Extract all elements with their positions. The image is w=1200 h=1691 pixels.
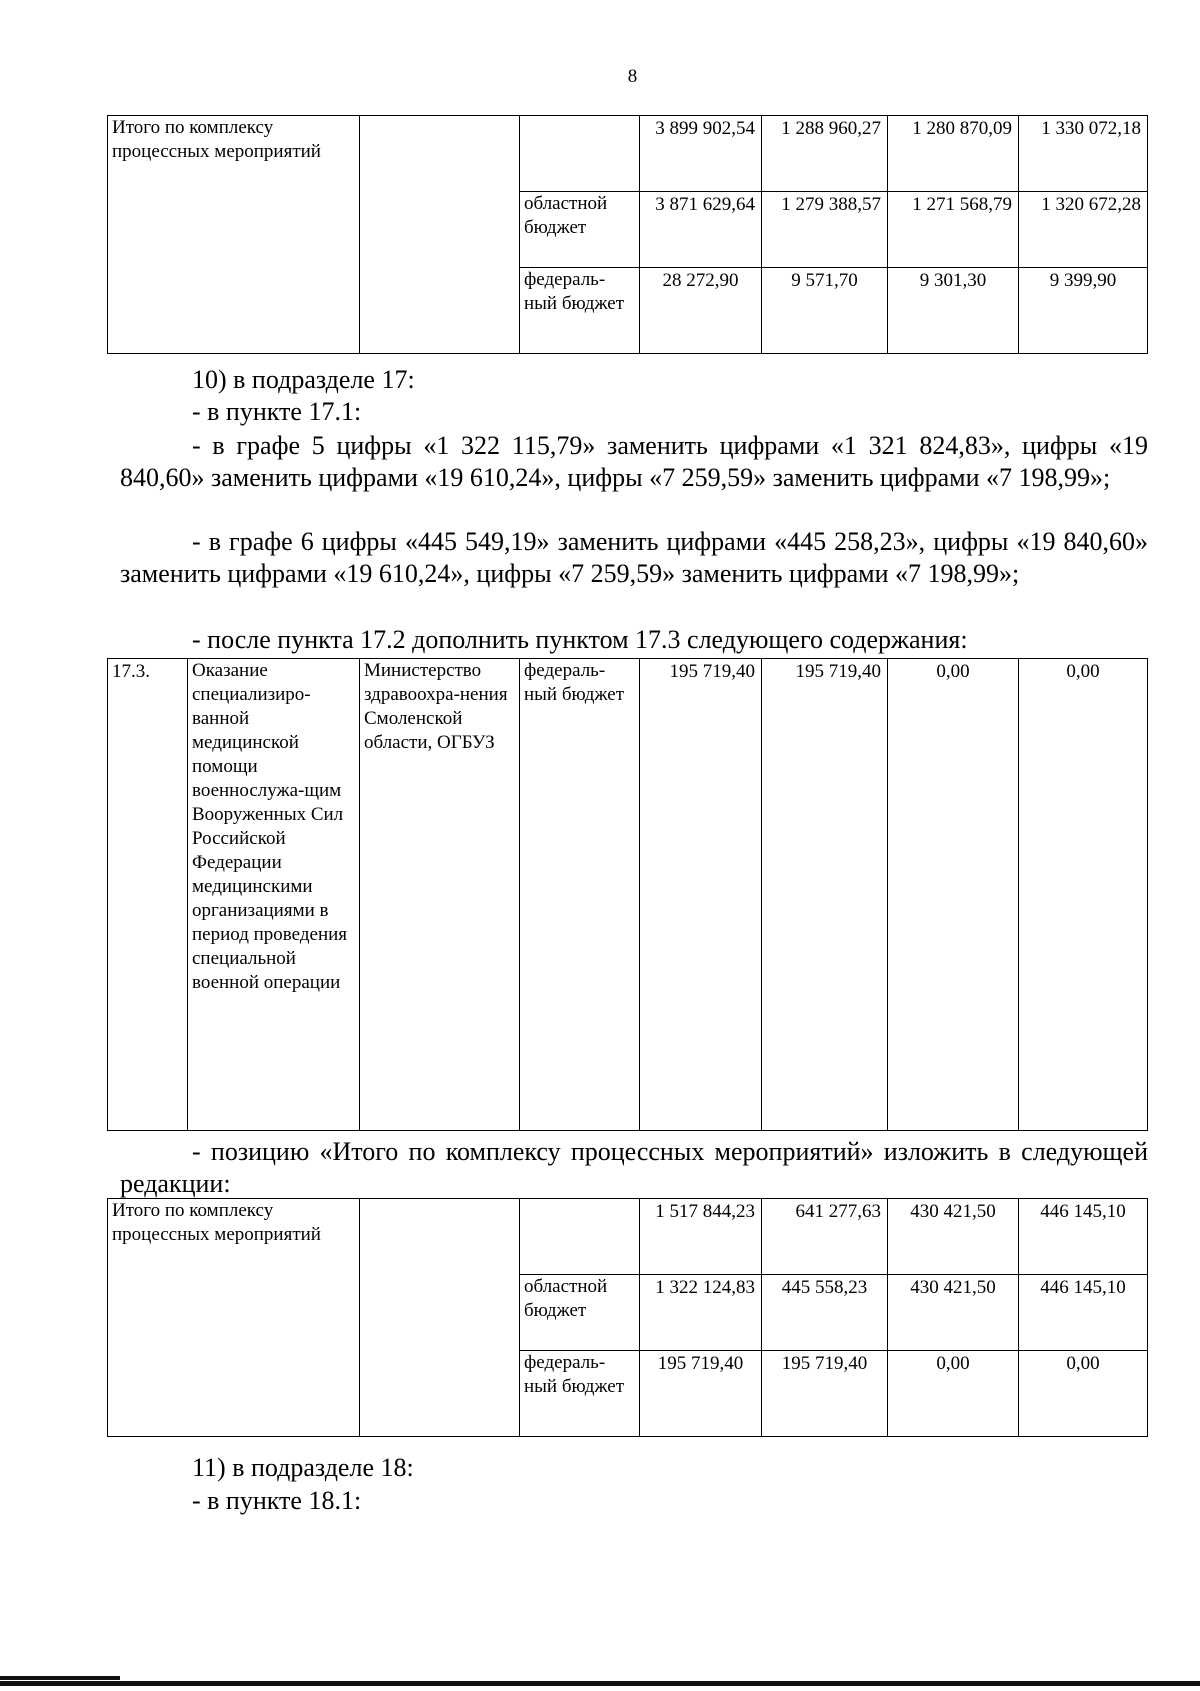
value-cell: 195 719,40 bbox=[762, 659, 888, 1131]
value-cell: 0,00 bbox=[1019, 659, 1148, 1131]
value-cell: 0,00 bbox=[1019, 1351, 1148, 1437]
paragraph-item-17-1: - в пункте 17.1: bbox=[192, 397, 362, 426]
value-cell: 9 571,70 bbox=[762, 268, 888, 354]
total-label: Итого по комплексу процессных мероприятий bbox=[108, 116, 360, 354]
source-cell bbox=[520, 116, 640, 192]
paragraph-add-17-3: - после пункта 17.2 дополнить пунктом 17.3 следующего содержания: bbox=[192, 625, 968, 654]
bottom-rule bbox=[0, 1681, 1200, 1686]
total-table-new bbox=[107, 1198, 1148, 1437]
source-cell: областной бюджет bbox=[520, 1275, 640, 1351]
paragraph-column-5: - в графе 5 цифры «1 322 115,79» заменить цифрами «1 321 824,83», цифры «19 840,60» заменить цифрами «19 610,24», цифры «7 259,59» заменить цифрами «7 198,99»; bbox=[120, 431, 1148, 492]
value-cell: 446 145,10 bbox=[1019, 1199, 1148, 1275]
source-cell: областной бюджет bbox=[520, 192, 640, 268]
value-cell: 1 288 960,27 bbox=[762, 116, 888, 192]
item-number: 17.3. bbox=[108, 659, 188, 1131]
value-cell: 445 558,23 bbox=[762, 1275, 888, 1351]
item-name: Оказание специализиро-ванной медицинской помощи военнослужа-щим Вооруженных Сил Российской Федерации медицинскими организациями в период проведения специальной военной операции bbox=[188, 659, 360, 1131]
value-cell: 3 871 629,64 bbox=[640, 192, 762, 268]
empty-cell bbox=[360, 1199, 520, 1437]
paragraph-total-position: - позицию «Итого по комплексу процессных мероприятий» изложить в следующей редакции: bbox=[120, 1137, 1148, 1198]
value-cell: 3 899 902,54 bbox=[640, 116, 762, 192]
source-cell: федераль-ный бюджет bbox=[520, 268, 640, 354]
paragraph-column-6: - в графе 6 цифры «445 549,19» заменить цифрами «445 258,23», цифры «19 840,60» заменить цифрами «19 610,24», цифры «7 259,59» заменить цифрами «7 198,99»; bbox=[120, 527, 1148, 588]
value-cell: 1 330 072,18 bbox=[1019, 116, 1148, 192]
item-executor: Министерство здравоохра-нения Смоленской области, ОГБУЗ bbox=[360, 659, 520, 1131]
source-cell bbox=[520, 1199, 640, 1275]
value-cell: 9 399,90 bbox=[1019, 268, 1148, 354]
empty-cell bbox=[360, 116, 520, 354]
paragraph-subsection-18: 11) в подразделе 18: bbox=[192, 1453, 414, 1482]
total-label: Итого по комплексу процессных мероприятий bbox=[108, 1199, 360, 1437]
paragraph-item-18-1: - в пункте 18.1: bbox=[192, 1486, 362, 1515]
source-cell: федераль-ный бюджет bbox=[520, 1351, 640, 1437]
value-cell: 0,00 bbox=[888, 659, 1019, 1131]
value-cell: 641 277,63 bbox=[762, 1199, 888, 1275]
page-number: 8 bbox=[627, 66, 638, 87]
value-cell: 195 719,40 bbox=[640, 659, 762, 1131]
value-cell: 1 271 568,79 bbox=[888, 192, 1019, 268]
value-cell: 1 279 388,57 bbox=[762, 192, 888, 268]
total-table-previous bbox=[107, 115, 1148, 354]
value-cell: 446 145,10 bbox=[1019, 1275, 1148, 1351]
value-cell: 195 719,40 bbox=[762, 1351, 888, 1437]
paragraph-subsection-17: 10) в подразделе 17: bbox=[192, 365, 415, 394]
value-cell: 9 301,30 bbox=[888, 268, 1019, 354]
value-cell: 0,00 bbox=[888, 1351, 1019, 1437]
value-cell: 1 320 672,28 bbox=[1019, 192, 1148, 268]
value-cell: 195 719,40 bbox=[640, 1351, 762, 1437]
scan-edge-mark bbox=[0, 1676, 120, 1680]
value-cell: 1 322 124,83 bbox=[640, 1275, 762, 1351]
value-cell: 28 272,90 bbox=[640, 268, 762, 354]
item-17-3-table bbox=[107, 658, 1148, 1131]
value-cell: 1 517 844,23 bbox=[640, 1199, 762, 1275]
value-cell: 1 280 870,09 bbox=[888, 116, 1019, 192]
value-cell: 430 421,50 bbox=[888, 1199, 1019, 1275]
value-cell: 430 421,50 bbox=[888, 1275, 1019, 1351]
source-cell: федераль-ный бюджет bbox=[520, 659, 640, 1131]
